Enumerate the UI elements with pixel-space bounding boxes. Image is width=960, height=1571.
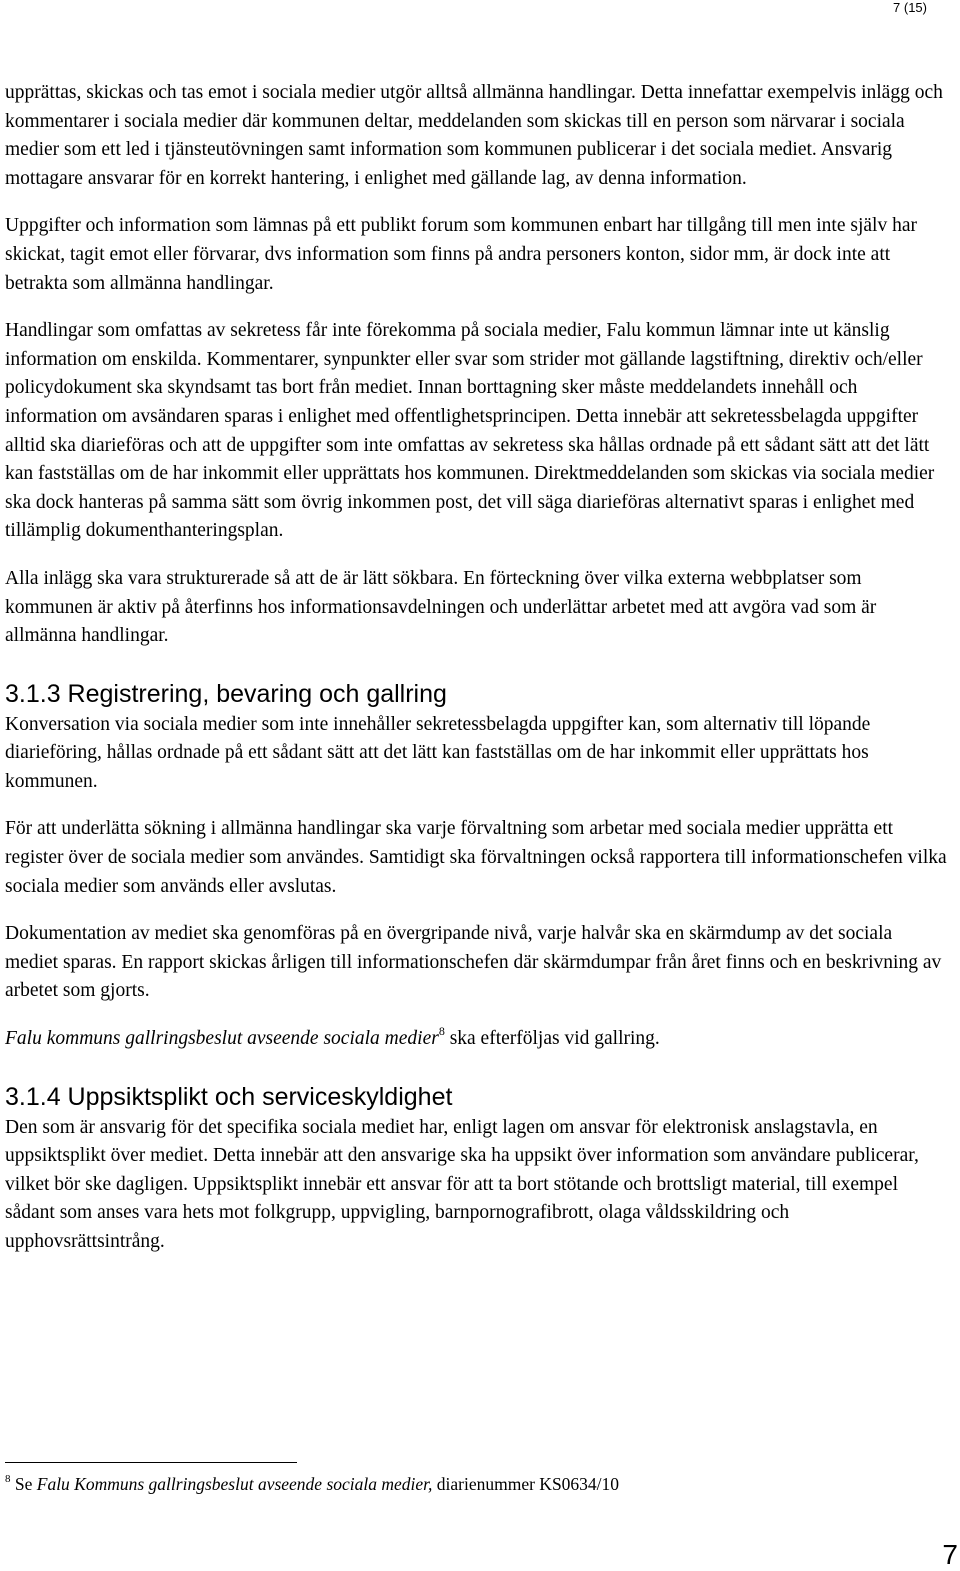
paragraph: För att underlätta sökning i allmänna handlingar ska varje förvaltning som arbetar med sociala medier upprätta ett register över de sociala medier som användes. Samtidigt ska förvaltningen också rapportera till informationschefen vilka sociala medier som används eller avslutas.	[5, 818, 947, 897]
footnote-number: 8	[5, 1473, 11, 1485]
document-reference: Falu kommuns gallringsbeslut avseende sociala medier	[5, 1028, 439, 1050]
page-label: 7 (15)	[893, 0, 927, 15]
paragraph: Alla inlägg ska vara strukturerade så att de är lätt sökbara. En förteckning över vilka externa webbplatser som kommunen är aktiv på återfinns hos informationsavdelningen och underlättar arbetet med att avgöra vad som är allmänna handlingar.	[5, 567, 877, 647]
paragraph-text: ska efterföljas vid gallring.	[444, 1028, 660, 1050]
footnote-text: diarienummer KS0634/10	[432, 1474, 620, 1494]
document-body	[5, 79, 950, 1257]
footnote-reference: Falu Kommuns gallringsbeslut avseende sociala medier,	[36, 1474, 433, 1494]
page-number: 7	[942, 1539, 958, 1570]
paragraph: Den som är ansvarig för det specifika sociala mediet har, enligt lagen om ansvar för elektronisk anslagstavla, en uppsiktsplikt över mediet. Detta innebär att den ansvarige ska ha uppsikt över information som användare publicerar, vilket bör ske dagligen. Uppsiktsplikt innebär ett ansvar för att ta bort stötande och brottsligt material, till exempel sådant som anses vara hets mot folkgrupp, uppvigling, barnpornografibrott, olaga våldsskildring och upphovsrättsintrång.	[5, 1116, 919, 1252]
footnote	[5, 1470, 619, 1498]
paragraph: upprättas, skickas och tas emot i sociala medier utgör alltså allmänna handlingar. Detta innefattar exempelvis inlägg och kommentarer i sociala medier där kommunen deltar, meddelanden som skickas till en person som närvarar i sociala medier som ett led i tjänsteutövningen samt information som kommunen publicerar i det sociala mediet. Ansvarig mottagare ansvarar för en korrekt hantering, i enlighet med gällande lag, av denna information.	[5, 82, 943, 189]
footnote-prefix: Se	[10, 1474, 37, 1494]
paragraph-gallringsbeslut	[5, 1025, 950, 1054]
paragraph: Uppgifter och information som lämnas på ett publikt forum som kommunen enbart har tillgång till men inte själv har skickat, tagit emot eller förvarar, dvs information som finns på andra personers konton, sidor mm, är dock inte att betrakta som allmänna handlingar.	[5, 215, 917, 294]
footnote-divider	[5, 1462, 297, 1463]
section-heading: 3.1.4 Uppsiktsplikt och serviceskyldighet	[5, 1082, 453, 1111]
section-heading: 3.1.3 Registrering, bevaring och gallring	[5, 679, 447, 708]
footnote-marker: 8	[438, 1024, 445, 1039]
paragraph: Konversation via sociala medier som inte innehåller sekretessbelagda uppgifter kan, som alternativ till löpande diarieföring, hållas ordnade på ett sådant sätt att det lätt kan fastställas om de har inkommit eller upprättats hos kommunen.	[5, 713, 871, 792]
paragraph: Dokumentation av mediet ska genomföras på en övergripande nivå, varje halvår ska en skärmdump av det sociala mediet sparas. En rapport skickas årligen till informationschefen där skärmdumpar från året finns och en beskrivning av arbetet som gjorts.	[5, 923, 942, 1002]
paragraph: Handlingar som omfattas av sekretess får inte förekomma på sociala medier, Falu kommun lämnar inte ut känslig information om enskilda. Kommentarer, synpunkter eller svar som strider mot gällande lagstiftning, direktiv och/eller policydokument ska skyndsamt tas bort från mediet. Innan borttagning sker måste meddelandets innehåll och information om avsändaren sparas i enlighet med offentlighetsprincipen. Detta innebär att sekretessbelagda uppgifter alltid ska diarieföras och att de uppgifter som inte omfattas av sekretess ska hållas ordnade på ett sådant sätt att det lätt kan fastställas om de har inkommit eller upprättats hos kommunen. Direktmeddelanden som skickas via sociala medier ska dock hanteras på samma sätt som övrig inkommen post, det vill säga diarieföras alternativt sparas i enlighet med tillämplig dokumenthanteringsplan.	[5, 320, 935, 542]
